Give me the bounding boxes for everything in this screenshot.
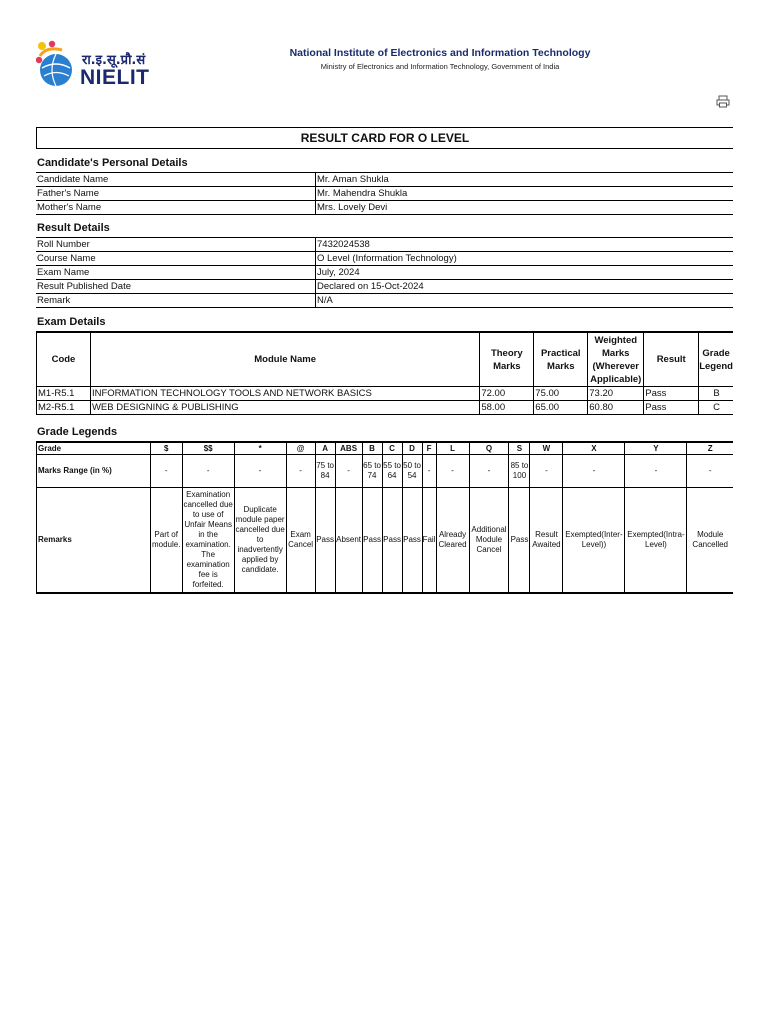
legend-range: - — [469, 455, 509, 488]
exam-cell-practical: 65.00 — [534, 401, 588, 415]
exam-cell-grade: C — [699, 401, 733, 415]
legend-range: - — [436, 455, 469, 488]
detail-row — [36, 294, 733, 308]
marks-range-row — [37, 455, 734, 488]
exam-cell-module: INFORMATION TECHNOLOGY TOOLS AND NETWORK BASICS — [90, 387, 479, 401]
legend-range: 50 to 54 — [402, 455, 422, 488]
legend-remark: Pass — [509, 488, 530, 594]
legend-remark: Exam Cancel — [286, 488, 315, 594]
legend-remark: Result Awaited — [530, 488, 563, 594]
exam-cell-grade: B — [699, 387, 733, 401]
detail-value: Mr. Mahendra Shukla — [316, 187, 734, 201]
legend-range: - — [422, 455, 436, 488]
legend-grade: S — [509, 442, 530, 455]
col-code: Code — [37, 332, 91, 387]
legend-range: 55 to 64 — [382, 455, 402, 488]
exam-row — [37, 387, 734, 401]
legend-grade: F — [422, 442, 436, 455]
result-details-table — [36, 237, 733, 308]
legend-range: 65 to 74 — [362, 455, 382, 488]
col-result: Result — [644, 332, 699, 387]
col-module-name: Module Name — [90, 332, 479, 387]
detail-label: Father's Name — [36, 187, 316, 201]
legend-range: - — [286, 455, 315, 488]
detail-value: Declared on 15-Oct-2024 — [316, 280, 734, 294]
legend-grade: Z — [687, 442, 733, 455]
exam-header-row — [37, 332, 734, 387]
detail-row — [36, 187, 733, 201]
legend-remark: Pass — [402, 488, 422, 594]
ministry-name: Ministry of Electronics and Information Technology, Government of India — [320, 62, 560, 71]
detail-label: Exam Name — [36, 266, 316, 280]
legend-grade: X — [563, 442, 625, 455]
legend-grade: B — [362, 442, 382, 455]
legend-range: 85 to 100 — [509, 455, 530, 488]
exam-cell-code: M2-R5.1 — [37, 401, 91, 415]
legend-grade: L — [436, 442, 469, 455]
exam-cell-practical: 75.00 — [534, 387, 588, 401]
exam-details-heading: Exam Details — [37, 316, 106, 328]
legend-range: - — [530, 455, 563, 488]
personal-details-table — [36, 172, 733, 215]
legend-grade: $ — [150, 442, 182, 455]
col-grade-legend: Grade Legend — [699, 332, 733, 387]
legend-range: - — [234, 455, 286, 488]
legend-range: 75 to 84 — [315, 455, 335, 488]
legend-grade: Y — [625, 442, 687, 455]
legend-remark: Part of module. — [150, 488, 182, 594]
exam-cell-theory: 72.00 — [480, 387, 534, 401]
legend-remark: Examination cancelled due to use of Unfair Means in the examination. The examination fee is forfeited. — [182, 488, 234, 594]
detail-value: 7432024538 — [316, 238, 734, 252]
legend-remark: Absent — [335, 488, 362, 594]
result-card-title: RESULT CARD FOR O LEVEL — [36, 127, 733, 149]
detail-value: July, 2024 — [316, 266, 734, 280]
detail-label: Result Published Date — [36, 280, 316, 294]
organization-block — [230, 47, 650, 71]
remarks-row-label: Remarks — [37, 488, 151, 594]
legend-range: - — [335, 455, 362, 488]
page-header — [0, 0, 768, 100]
detail-value: O Level (Information Technology) — [316, 252, 734, 266]
logo-hindi-text: रा.इ.सू.प्रौ.सं — [82, 53, 146, 68]
detail-label: Remark — [36, 294, 316, 308]
legend-range: - — [182, 455, 234, 488]
detail-value: Mr. Aman Shukla — [316, 173, 734, 187]
logo-abbr-text: NIELIT — [80, 66, 150, 89]
legend-range: - — [563, 455, 625, 488]
legend-grade: @ — [286, 442, 315, 455]
globe-logo-icon — [36, 38, 82, 90]
detail-value: Mrs. Lovely Devi — [316, 201, 734, 215]
exam-cell-module: WEB DESIGNING & PUBLISHING — [90, 401, 479, 415]
legend-grade: A — [315, 442, 335, 455]
exam-details-table — [36, 331, 733, 415]
detail-row — [36, 280, 733, 294]
personal-details-heading: Candidate's Personal Details — [37, 157, 188, 169]
legend-grade: C — [382, 442, 402, 455]
legend-remark: Fail — [422, 488, 436, 594]
nielit-logo — [36, 38, 160, 90]
legend-range: - — [625, 455, 687, 488]
detail-row — [36, 173, 733, 187]
detail-label: Course Name — [36, 252, 316, 266]
exam-row — [37, 401, 734, 415]
detail-row — [36, 266, 733, 280]
detail-label: Mother's Name — [36, 201, 316, 215]
exam-cell-result: Pass — [644, 387, 699, 401]
legend-remark: Module Cancelled — [687, 488, 733, 594]
grade-row — [37, 442, 734, 455]
detail-label: Roll Number — [36, 238, 316, 252]
legend-range: - — [150, 455, 182, 488]
marks-range-row-label: Marks Range (in %) — [37, 455, 151, 488]
exam-cell-code: M1-R5.1 — [37, 387, 91, 401]
grade-legends-table — [36, 441, 733, 594]
exam-cell-theory: 58.00 — [480, 401, 534, 415]
result-details-heading: Result Details — [37, 222, 110, 234]
exam-cell-weighted: 60.80 — [588, 401, 644, 415]
exam-cell-result: Pass — [644, 401, 699, 415]
legend-grade: Q — [469, 442, 509, 455]
exam-cell-weighted: 73.20 — [588, 387, 644, 401]
legend-range: - — [687, 455, 733, 488]
print-button[interactable] — [716, 95, 730, 108]
printer-icon — [716, 95, 730, 108]
detail-row — [36, 238, 733, 252]
legend-remark: Exempted(Intra-Level) — [625, 488, 687, 594]
legend-grade: D — [402, 442, 422, 455]
col-weighted-marks: Weighted Marks (Wherever Applicable) — [588, 332, 644, 387]
legend-remark: Pass — [362, 488, 382, 594]
detail-label: Candidate Name — [36, 173, 316, 187]
detail-row — [36, 201, 733, 215]
legend-remark: Pass — [382, 488, 402, 594]
remarks-row — [37, 488, 734, 594]
grade-row-label: Grade — [37, 442, 151, 455]
legend-remark: Exempted(Inter-Level)) — [563, 488, 625, 594]
legend-grade: W — [530, 442, 563, 455]
legend-grade: ABS — [335, 442, 362, 455]
legend-remark: Pass — [315, 488, 335, 594]
legend-grade: $$ — [182, 442, 234, 455]
col-theory-marks: Theory Marks — [480, 332, 534, 387]
legend-remark: Already Cleared — [436, 488, 469, 594]
legend-grade: * — [234, 442, 286, 455]
detail-row — [36, 252, 733, 266]
organization-name: National Institute of Electronics and Information Technology — [289, 47, 591, 59]
grade-legends-heading: Grade Legends — [37, 426, 118, 438]
legend-remark: Additional Module Cancel — [469, 488, 509, 594]
legend-remark: Duplicate module paper cancelled due to inadvertently applied by candidate. — [234, 488, 286, 594]
detail-value: N/A — [316, 294, 734, 308]
col-practical-marks: Practical Marks — [534, 332, 588, 387]
